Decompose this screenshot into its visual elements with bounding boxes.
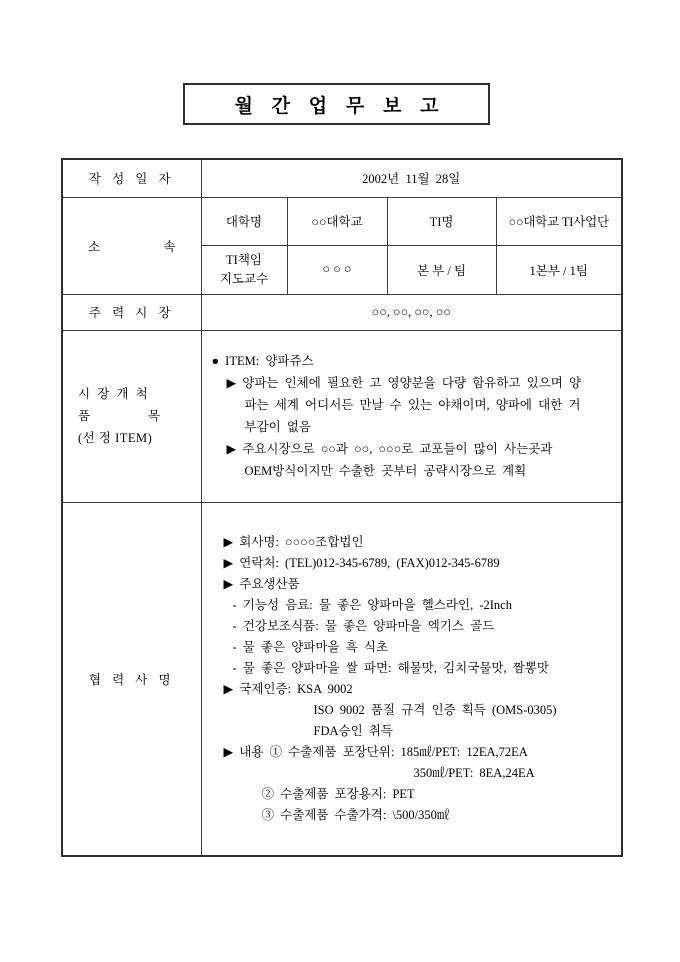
partner-content [201,502,622,856]
detail-line-1: ▶ 내용 ① 수출제품 포장단위: 185㎖/PET: 12EA,72EA [223,744,528,759]
item-heading-line: ● ITEM: 양파쥬스 [211,354,314,368]
market-item-label-line2 [78,405,160,427]
ti-professor-label-line1: TI책임 [226,252,262,267]
division-value: 1본부 / 1팀 [496,245,622,294]
market-item-label-line1: 시 장 개 척 [78,387,150,401]
row-date [62,159,622,197]
ti-professor-value: ○ ○ ○ [287,245,387,294]
main-market-label: 주 력 시 장 [62,294,201,330]
detail-line-1-cont: 350㎖/PET: 8EA,24EA [413,765,535,780]
affiliation-label [63,237,201,255]
item-bullet-1-cont-line: 파는 세계 어디서든 만날 수 있는 야채이며, 양파에 대한 거 [244,398,581,412]
report-title-box [183,83,490,125]
product-line: - 물 좋은 양파마을 쌀 파면: 해물맛, 김치국물맛, 짬뽕맛 [232,660,549,675]
certification-cont-line: FDA승인 취득 [313,723,393,738]
main-market-value: ○○, ○○, ○○, ○○ [201,294,622,330]
market-item-label [78,383,160,449]
market-item-label-cell [62,330,201,502]
item-bullet-2-line: ▶ 주요시장으로 ○○과 ○○, ○○○로 교포들이 많이 사는곳과 [226,442,553,456]
item-bullet-1-line: ▶ 양파는 인체에 필요한 고 영양분을 다량 함유하고 있으며 양 [226,376,582,390]
products-heading-line: ▶ 주요생산품 [223,576,300,591]
ti-name-label: TI명 [387,197,496,245]
ti-name-value: ○○대학교 TI사업단 [496,197,622,245]
division-label: 본 부 / 팀 [387,245,496,294]
university-value: ○○대학교 [287,197,387,245]
certification-line: ▶ 국제인증: KSA 9002 [223,681,353,696]
row-affiliation-1 [62,197,622,245]
partner-label: 협 력 사 명 [62,502,201,856]
university-label: 대학명 [201,197,287,245]
certification-cont-line: ISO 9002 품질 규격 인증 획득 (OMS-0305) [313,702,557,717]
detail-line-3: ③ 수출제품 수출가격: \500/350㎖ [261,807,450,822]
row-market-item [62,330,622,502]
item-bullet-1-cont-line: 부감이 없음 [244,420,312,434]
detail-line-2: ② 수출제품 포장용지: PET [261,786,415,801]
report-table [61,158,623,857]
market-item-label-line2-last: 목 [147,409,160,423]
ti-professor-label-cell [201,245,287,294]
market-item-label-line2-first: 품 [78,409,91,423]
affiliation-label-cell [62,197,201,294]
row-partner [62,502,622,856]
contact-line: ▶ 연락처: (TEL)012-345-6789, (FAX)012-345-6789 [223,555,500,570]
date-label: 작 성 일 자 [62,159,201,197]
date-value: 2002년 11월 28일 [201,159,622,197]
market-item-content [201,330,622,502]
page-title: 월 간 업 무 보 고 [234,95,446,117]
product-line: - 물 좋은 양파마을 흑 식초 [232,639,389,654]
affiliation-label-last: 속 [163,239,176,254]
item-bullet-2-cont-line: OEM방식이지만 수출한 곳부터 공략시장으로 계획 [244,464,527,478]
ti-professor-label-line2: 지도교수 [219,271,269,286]
market-item-label-line3: (선 정 ITEM) [78,431,153,445]
affiliation-label-first: 소 [88,239,101,254]
company-name-line: ▶ 회사명: ○○○○조합법인 [223,534,364,549]
product-line: - 건강보조식품: 물 좋은 양파마을 엑기스 골드 [232,618,495,633]
row-main-market [62,294,622,330]
product-line: - 기능성 음료: 물 좋은 양파마을 헬스라인, -2Inch [232,597,512,612]
